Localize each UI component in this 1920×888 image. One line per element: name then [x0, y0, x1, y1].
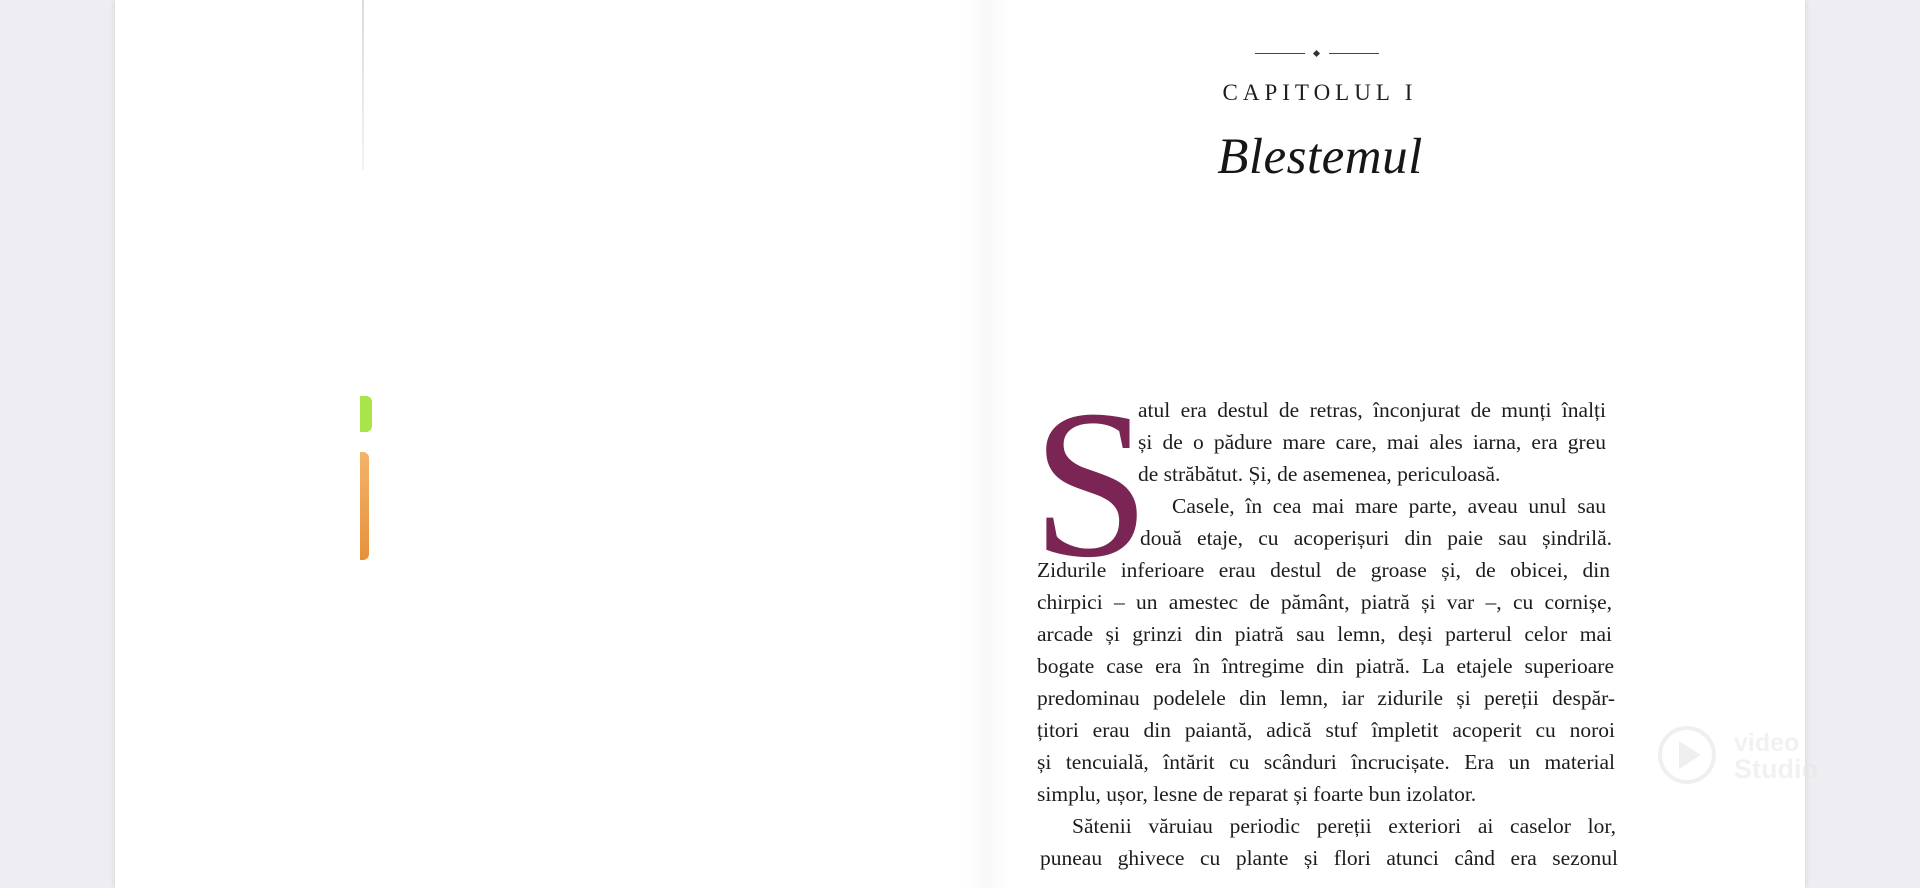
green-bookmark-tab[interactable] — [360, 396, 372, 432]
play-icon — [1679, 741, 1701, 769]
text-line: puneau ghivece cu plante și flori atunci când era sezonul — [1040, 846, 1618, 870]
text-line: și de o pădure mare care, mai ales iarna, era greu — [1138, 430, 1606, 454]
text-line: de străbătut. Și, de asemenea, periculoasă. — [1138, 462, 1501, 486]
text-line: țitori erau din paiantă, adică stuf împletit acoperit cu noroi — [1037, 718, 1615, 742]
ornament-diamond-icon — [1313, 50, 1320, 57]
drop-cap: S — [1032, 366, 1150, 601]
text-line: simplu, ușor, lesne de reparat și foarte bun izolator. — [1037, 782, 1477, 806]
text-line: chirpici – un amestec de pământ, piatră și var –, cu cornișe, — [1037, 590, 1612, 614]
watermark-line-1: video — [1734, 729, 1800, 757]
left-page-edge — [362, 0, 364, 170]
text-line: Sătenii văruiau periodic pereții exteriori ai caselor lor, — [1072, 814, 1616, 838]
chapter-title: Blestemul — [1217, 129, 1423, 185]
text-line: bogate case era în întregime din piatră. La etajele superioare — [1037, 654, 1614, 678]
chapter-label: CAPITOLUL I — [1222, 80, 1418, 105]
watermark-line-2: Studio — [1734, 754, 1818, 784]
text-line: două etaje, cu acoperișuri din paie sau șindrilă. — [1140, 526, 1612, 550]
text-line: și tencuială, întărit cu scânduri încrucișate. Era un material — [1037, 750, 1615, 774]
chapter-ornament — [1255, 52, 1379, 56]
video-studio-watermark — [1656, 724, 1836, 794]
text-line: Casele, în cea mai mare parte, aveau unul sau — [1172, 494, 1606, 518]
orange-bookmark-tab[interactable] — [360, 452, 369, 560]
text-line: atul era destul de retras, înconjurat de munți înalți — [1138, 398, 1606, 422]
text-line: arcade și grinzi din piatră sau lemn, deși parterul celor mai — [1037, 622, 1612, 646]
text-line: predominau podelele din lemn, iar zidurile și pereții despăr- — [1037, 686, 1615, 710]
page-fold — [961, 0, 1011, 888]
text-line: Zidurile inferioare erau destul de groase și, de obicei, din — [1037, 558, 1610, 582]
